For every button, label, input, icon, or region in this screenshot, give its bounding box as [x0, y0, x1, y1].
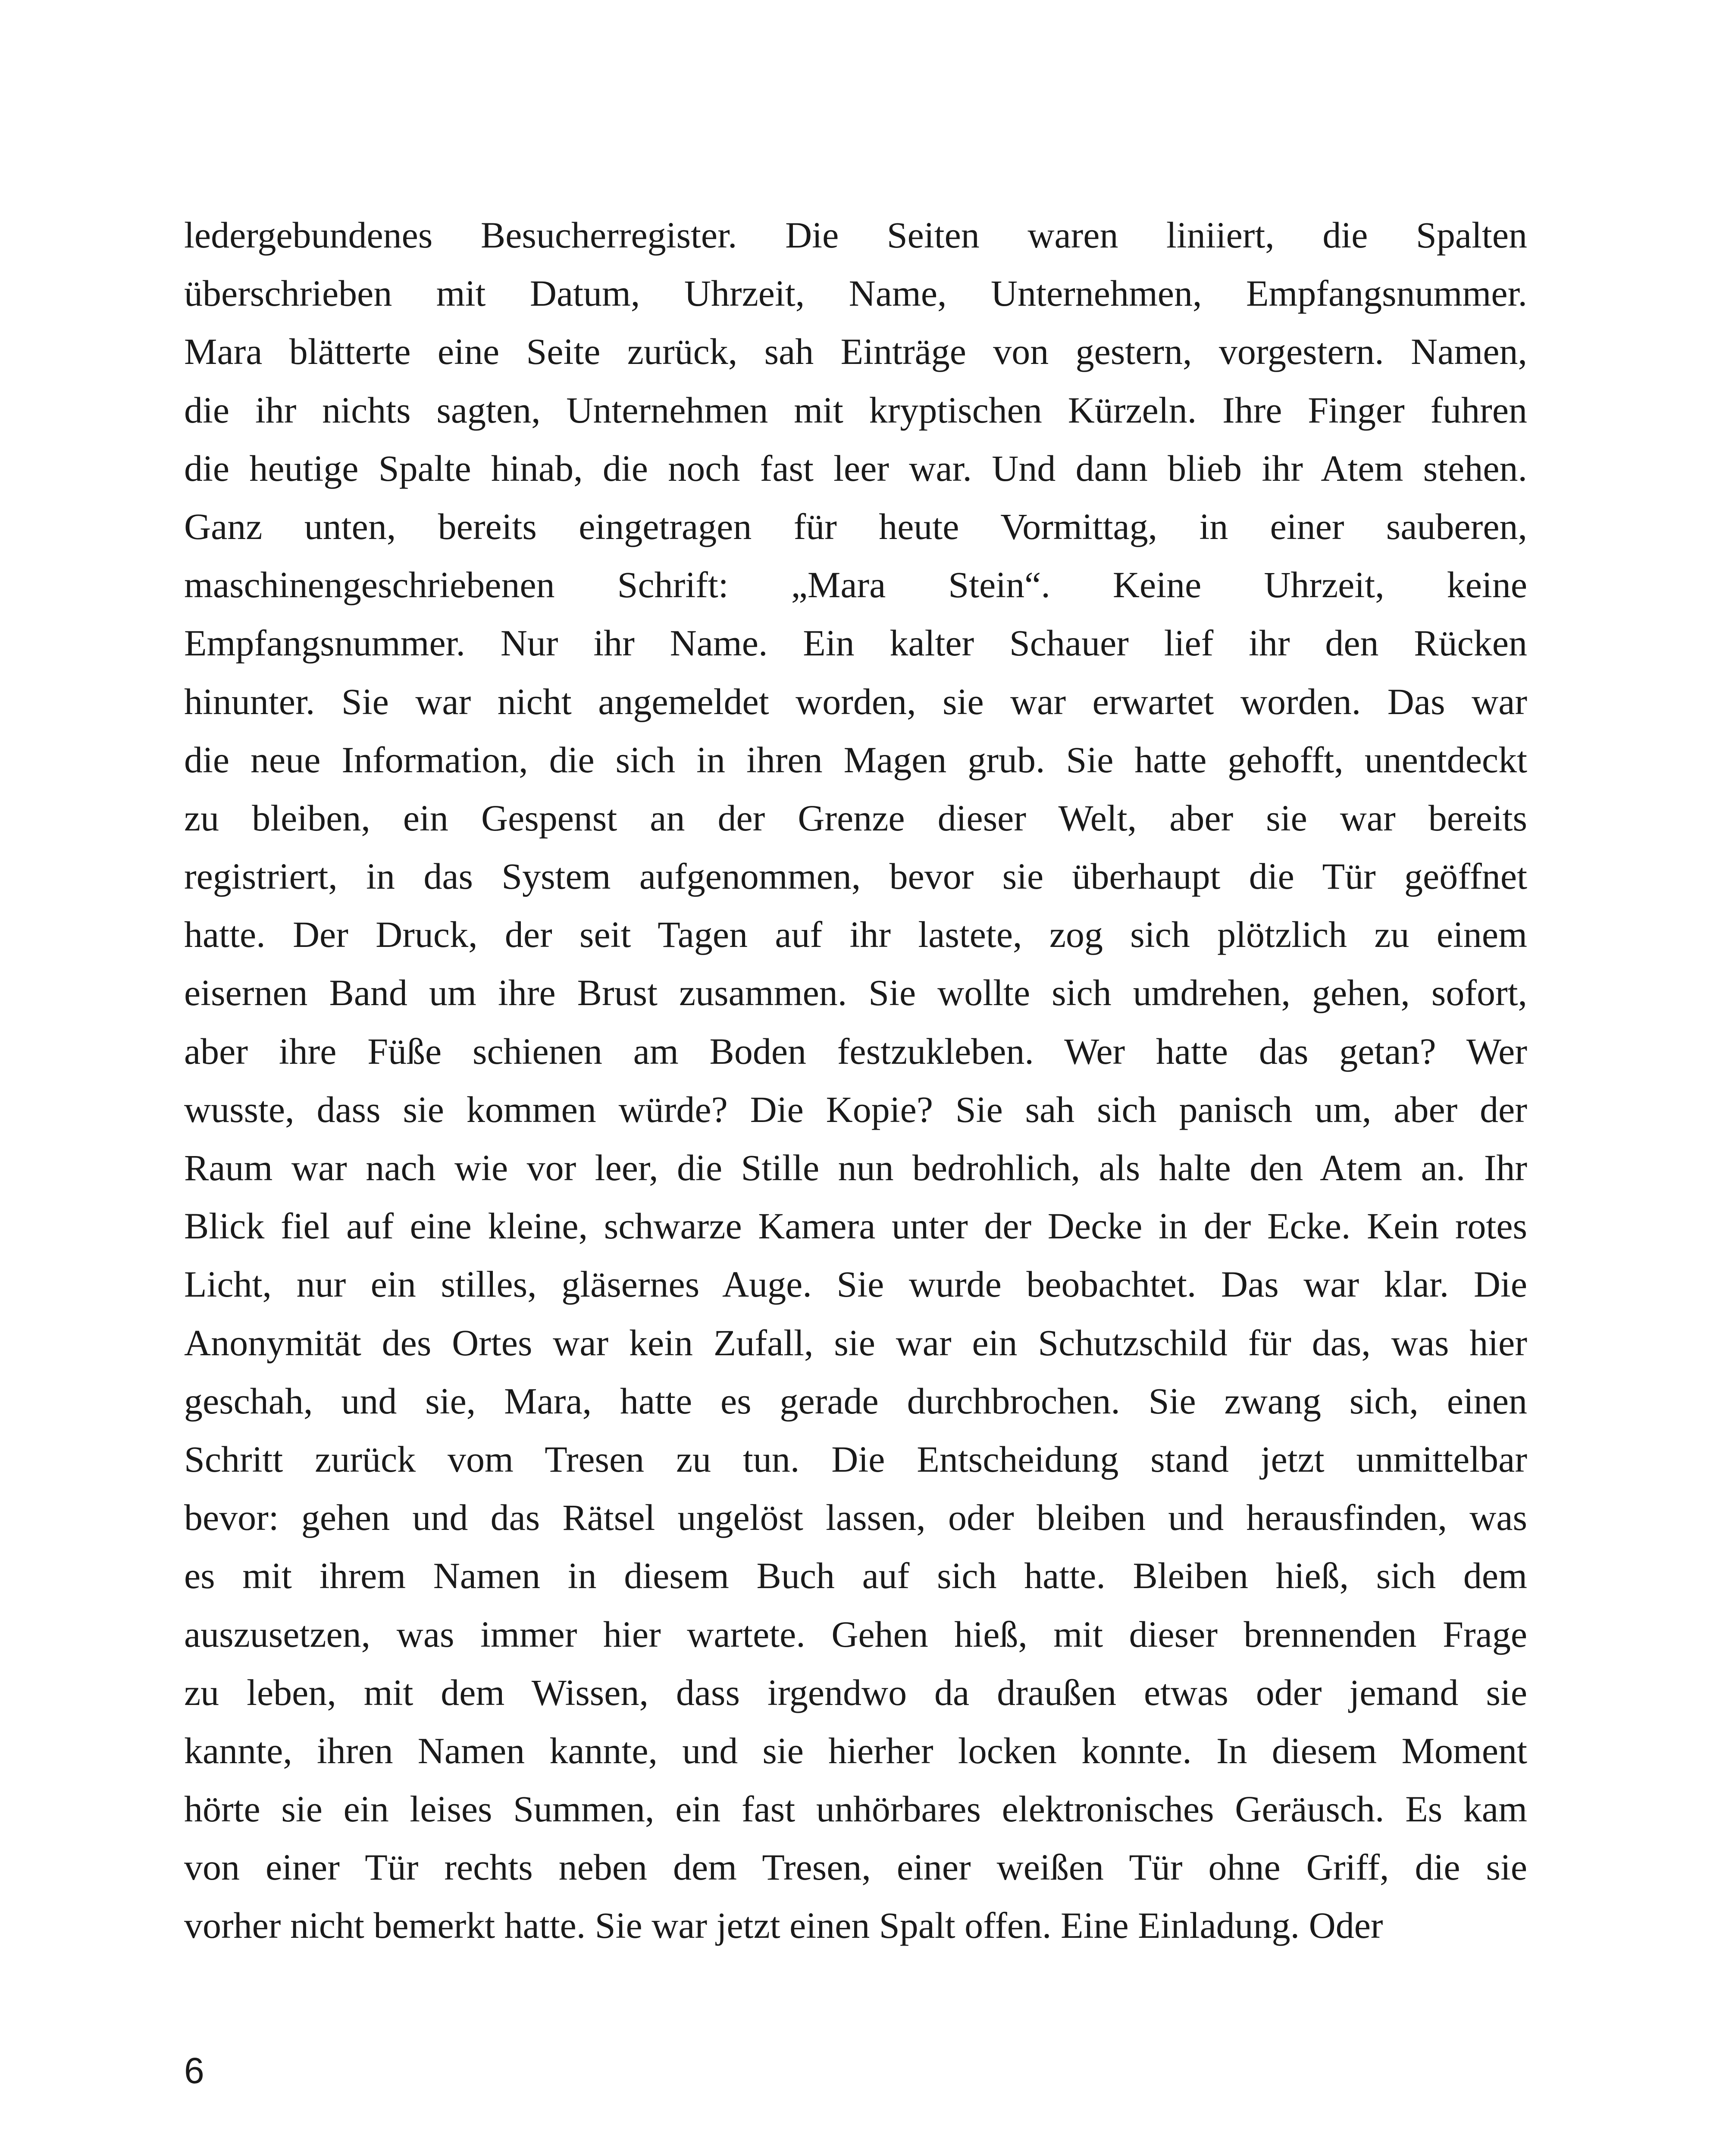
text-line: Schritt zurück vom Tresen zu tun. Die Entscheidung stand jetzt unmittelbar [184, 1438, 1527, 1480]
text-line: überschrieben mit Datum, Uhrzeit, Name, Unternehmen, Empfangsnummer. [184, 273, 1527, 314]
text-line: hörte sie ein leises Summen, ein fast unhörbares elektronisches Geräusch. Es kam [184, 1788, 1527, 1830]
text-line: maschinengeschriebenen Schrift: „Mara Stein“. Keine Uhrzeit, keine [184, 564, 1527, 606]
text-line: die neue Information, die sich in ihren Magen grub. Sie hatte gehofft, unentdeckt [184, 739, 1527, 780]
text-line: aber ihre Füße schienen am Boden festzukleben. Wer hatte das getan? Wer [184, 1030, 1527, 1072]
text-line: es mit ihrem Namen in diesem Buch auf sich hatte. Bleiben hieß, sich dem [184, 1555, 1527, 1597]
text-line: hatte. Der Druck, der seit Tagen auf ihr lastete, zog sich plötzlich zu einem [184, 914, 1527, 956]
text-line: Licht, nur ein stilles, gläsernes Auge. Sie wurde beobachtet. Das war klar. Die [184, 1263, 1527, 1305]
text-line: kannte, ihren Namen kannte, und sie hierher locken konnte. In diesem Moment [184, 1730, 1527, 1771]
text-line: Blick fiel auf eine kleine, schwarze Kamera unter der Decke in der Ecke. Kein rotes [184, 1205, 1527, 1247]
text-line: zu leben, mit dem Wissen, dass irgendwo da draußen etwas oder jemand sie [184, 1671, 1527, 1713]
text-line: geschah, und sie, Mara, hatte es gerade durchbrochen. Sie zwang sich, einen [184, 1380, 1527, 1422]
text-line: eisernen Band um ihre Brust zusammen. Sie wollte sich umdrehen, gehen, sofort, [184, 972, 1527, 1014]
text-line: die ihr nichts sagten, Unternehmen mit kryptischen Kürzeln. Ihre Finger fuhren [184, 389, 1527, 431]
text-line: Mara blätterte eine Seite zurück, sah Einträge von gestern, vorgestern. Namen, [184, 331, 1527, 373]
text-line: ledergebundenes Besucherregister. Die Seiten waren liniiert, die Spalten [184, 214, 1527, 256]
text-line: Raum war nach wie vor leer, die Stille nun bedrohlich, als halte den Atem an. Ihr [184, 1147, 1527, 1188]
text-line: registriert, in das System aufgenommen, bevor sie überhaupt die Tür geöffnet [184, 856, 1527, 897]
text-line: Anonymität des Ortes war kein Zufall, sie war ein Schutzschild für das, was hier [184, 1322, 1527, 1363]
text-line: von einer Tür rechts neben dem Tresen, einer weißen Tür ohne Griff, die sie [184, 1846, 1527, 1888]
body-text [184, 206, 1527, 1955]
text-line: zu bleiben, ein Gespenst an der Grenze dieser Welt, aber sie war bereits [184, 797, 1527, 839]
text-line: die heutige Spalte hinab, die noch fast leer war. Und dann blieb ihr Atem stehen. [184, 447, 1527, 489]
text-line: hinunter. Sie war nicht angemeldet worden, sie war erwartet worden. Das war [184, 680, 1527, 722]
text-line: wusste, dass sie kommen würde? Die Kopie? Sie sah sich panisch um, aber der [184, 1088, 1527, 1130]
text-line: vorher nicht bemerkt hatte. Sie war jetzt einen Spalt offen. Eine Einladung. Oder [184, 1905, 1383, 1946]
page-number: 6 [184, 2050, 204, 2091]
text-line: Ganz unten, bereits eingetragen für heute Vormittag, in einer sauberen, [184, 505, 1527, 547]
text-line: Empfangsnummer. Nur ihr Name. Ein kalter Schauer lief ihr den Rücken [184, 622, 1527, 664]
text-line: bevor: gehen und das Rätsel ungelöst lassen, oder bleiben und herausfinden, was [184, 1497, 1527, 1539]
text-line: auszusetzen, was immer hier wartete. Gehen hieß, mit dieser brennenden Frage [184, 1613, 1527, 1655]
